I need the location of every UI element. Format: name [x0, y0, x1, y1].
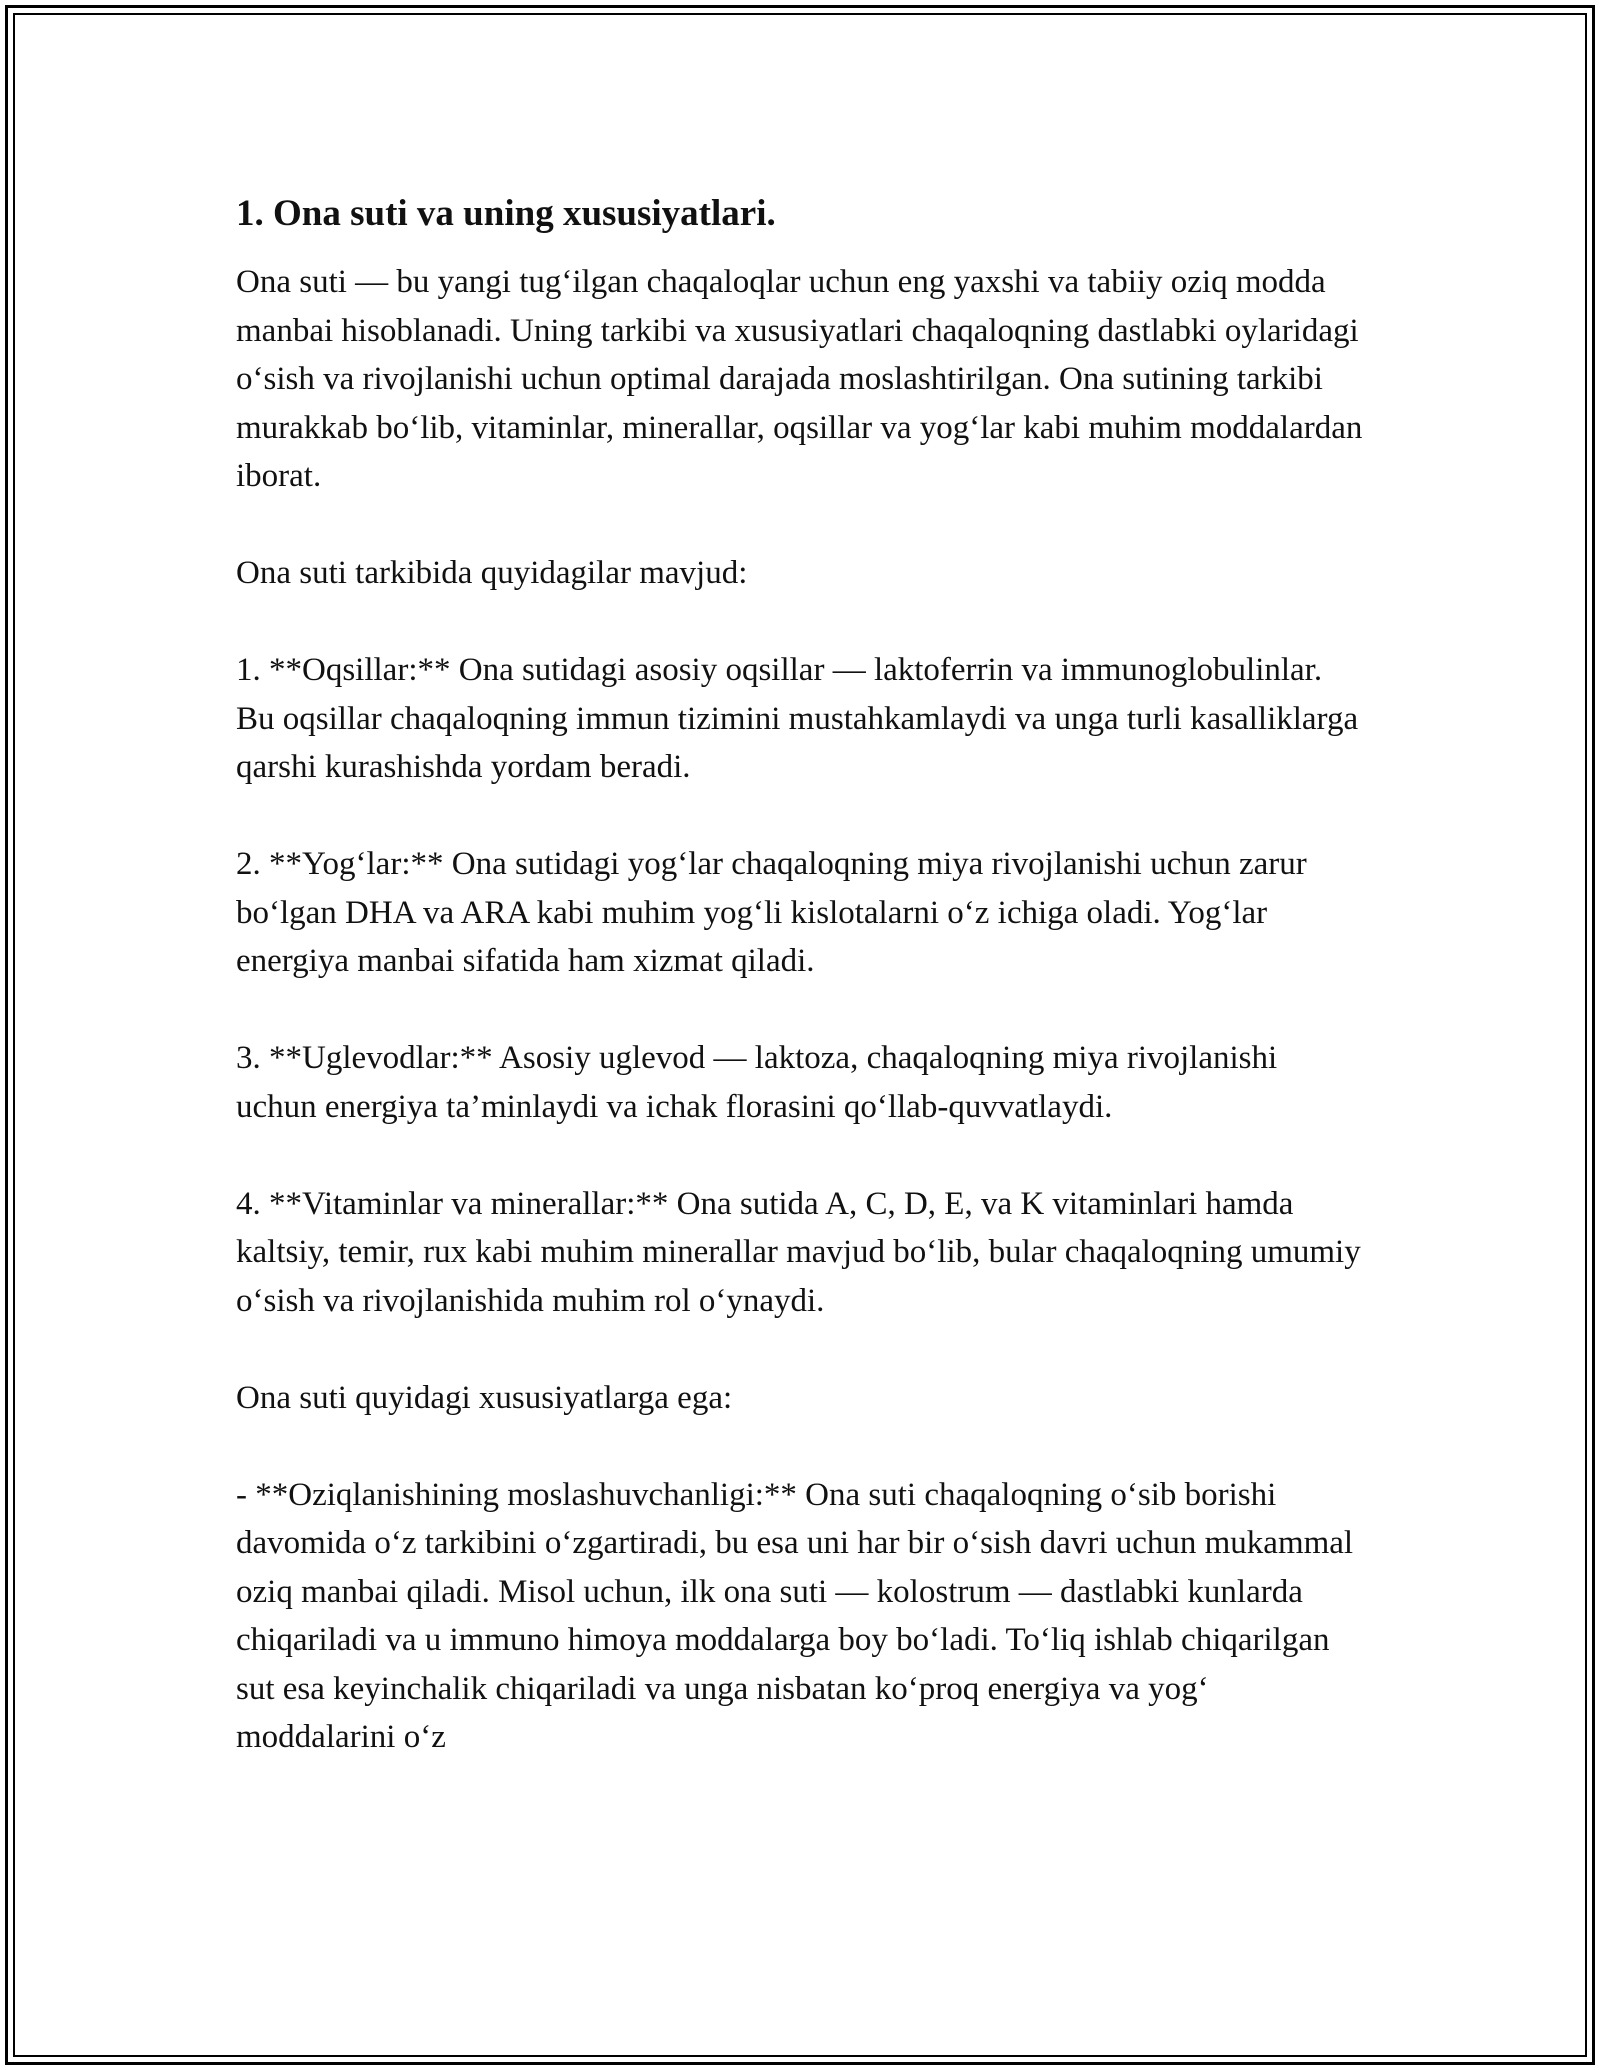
list-item-adaptability: - **Oziqlanishining moslashuvchanligi:** Ona suti chaqaloqning o‘sib borishi davomida o‘z tarkibini o‘zgartiradi, bu esa uni har bir o‘sish davri uchun mukammal oziq manbai qiladi. Misol uchun, ilk ona suti — kolostrum — dastlabki kunlarda chiqariladi va u immuno himoya moddalarga boy bo‘ladi. To‘liq ishlab chiqarilgan sut esa keyinchalik chiqariladi va unga nisbatan ko‘proq energiya va yog‘ moddalarini o‘z	[236, 1476, 1354, 1755]
properties-intro: Ona suti quyidagi xususiyatlarga ega:	[236, 1379, 733, 1416]
document-body	[236, 190, 1366, 1762]
intro-paragraph: Ona suti — bu yangi tug‘ilgan chaqaloqlar uchun eng yaxshi va tabiiy oziq modda manbai hisoblanadi. Uning tarkibi va xususiyatlari chaqaloqning dastlabki oylaridagi o‘sish va rivojlanishi uchun optimal darajada moslashtirilgan. Ona sutining tarkibi murakkab bo‘lib, vitaminlar, minerallar, oqsillar va yog‘lar kabi muhim moddalardan iborat.	[236, 264, 1363, 494]
list-item-fats: 2. **Yog‘lar:** Ona sutidagi yog‘lar chaqaloqning miya rivojlanishi uchun zarur bo‘lgan DHA va ARA kabi muhim yog‘li kislotalarni o‘z ichiga oladi. Yog‘lar energiya manbai sifatida ham xizmat qiladi.	[236, 846, 1307, 979]
list-item-proteins: 1. **Oqsillar:** Ona sutidagi asosiy oqsillar — laktoferrin va immunoglobulinlar. Bu oqsillar chaqaloqning immun tizimini mustahkamlaydi va unga turli kasalliklarga qarshi kurashishda yordam beradi.	[236, 652, 1359, 785]
list-item-vitamins-minerals: 4. **Vitaminlar va minerallar:** Ona sutida A, C, D, E, va K vitaminlari hamda kaltsiy, temir, rux kabi muhim minerallar mavjud bo‘lib, bular chaqaloqning umumiy o‘sish va rivojlanishida muhim rol o‘ynaydi.	[236, 1185, 1361, 1319]
composition-intro: Ona suti tarkibida quyidagilar mavjud:	[236, 555, 748, 591]
list-item-carbohydrates: 3. **Uglevodlar:** Asosiy uglevod — laktoza, chaqaloqning miya rivojlanishi uchun energiya ta’minlaydi va ichak florasini qo‘llab-quvvatlaydi.	[236, 1040, 1278, 1125]
section-heading: 1. Ona suti va uning xususiyatlari.	[236, 193, 776, 234]
